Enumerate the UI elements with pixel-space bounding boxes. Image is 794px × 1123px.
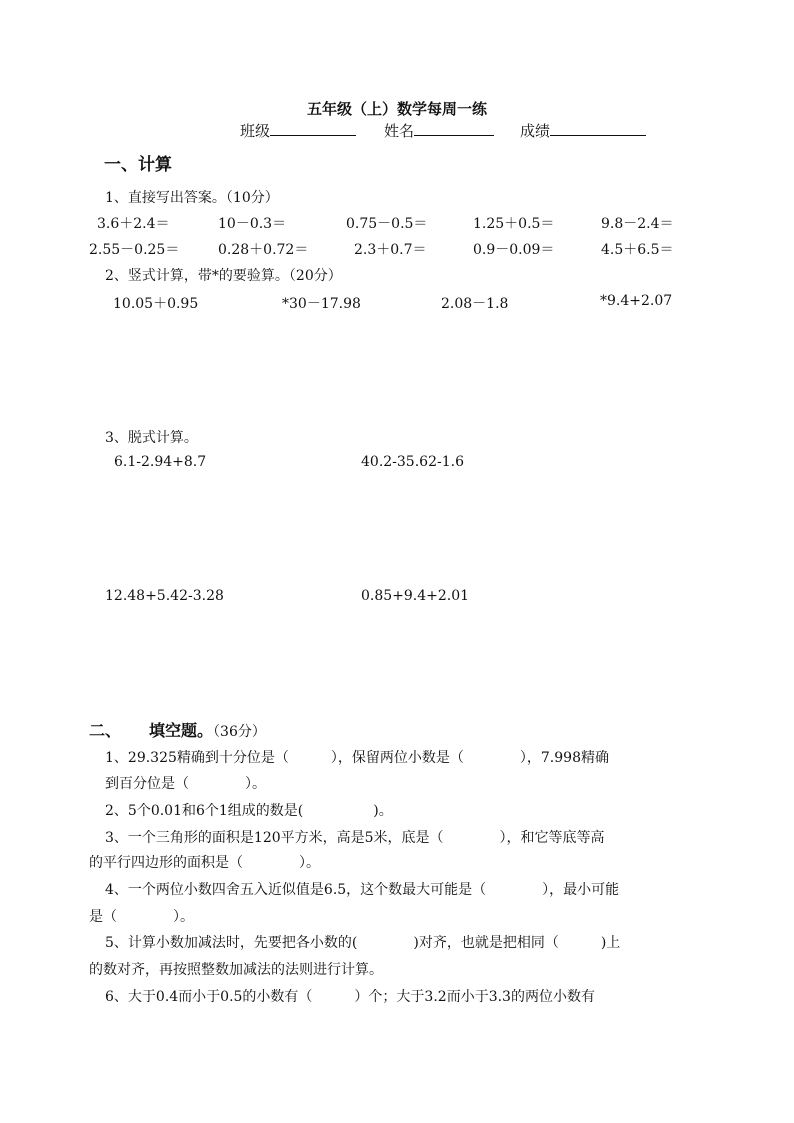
- q1-row2-item: 2.3＋0.7＝: [354, 242, 427, 258]
- fill-line: 2、5个0.01和6个1组成的数是( )。: [105, 803, 393, 819]
- fill-line: 4、一个两位小数四舍五入近似值是6.5，这个数最大可能是（ ），最小可能: [105, 882, 620, 898]
- fill-line: 是（ ）。: [89, 909, 194, 925]
- q3-item: 12.48+5.42-3.28: [105, 588, 224, 604]
- page-title: 五年级（上）数学每周一练: [306, 100, 487, 118]
- q1-row2-item: 2.55－0.25＝: [89, 242, 180, 258]
- fill-line: 5、计算小数加减法时，先要把各小数的( )对齐，也就是把相同（ )上: [105, 935, 621, 951]
- name-blank[interactable]: [414, 121, 494, 136]
- score-label: 成绩: [520, 122, 551, 140]
- q2-label: 2、竖式计算，带*的要验算。（20分）: [105, 268, 342, 284]
- fill-line: 1、29.325精确到十分位是（ ），保留两位小数是（ ），7.998精确: [105, 750, 609, 766]
- q1-row1-item: 10－0.3＝: [218, 216, 287, 232]
- class-field: [240, 120, 356, 141]
- section1-heading: 一、计算: [104, 155, 172, 175]
- name-field: [384, 120, 494, 141]
- fill-line: 的数对齐，再按照整数加减法的法则进行计算。: [89, 962, 383, 978]
- q1-row2-item: 0.9－0.09＝: [473, 242, 555, 258]
- fill-line: 3、一个三角形的面积是120平方米，高是5米，底是（ ），和它等底等高: [105, 830, 605, 846]
- fill-line: 6、大于0.4而小于0.5的小数有（ ）个；大于3.2而小于3.3的两位小数有: [105, 989, 595, 1005]
- q3-label: 3、脱式计算。: [105, 430, 198, 446]
- section2-points: （36分）: [213, 724, 266, 740]
- section2-heading: [89, 718, 266, 741]
- q1-label: 1、直接写出答案。（10分）: [105, 190, 279, 206]
- class-label: 班级: [240, 122, 271, 140]
- q1-row1-item: 0.75－0.5＝: [346, 216, 428, 232]
- fill-line: 到百分位是（ ）。: [105, 776, 266, 792]
- class-blank[interactable]: [270, 121, 356, 136]
- q1-row1-item: 3.6＋2.4＝: [97, 216, 170, 232]
- q2-item: 2.08－1.8: [441, 296, 509, 312]
- q1-row1-item: 1.25＋0.5＝: [473, 216, 555, 232]
- score-field: [520, 120, 646, 141]
- section2-number: 二、: [89, 721, 122, 740]
- q1-row1-item: 9.8－2.4＝: [601, 216, 674, 232]
- q3-item: 40.2-35.62-1.6: [361, 454, 464, 470]
- q1-row2-item: 0.28＋0.72＝: [218, 242, 309, 258]
- q2-item: *9.4+2.07: [600, 293, 673, 309]
- score-blank[interactable]: [550, 121, 646, 136]
- q3-item: 0.85+9.4+2.01: [361, 588, 470, 604]
- fill-line: 的平行四边形的面积是（ ）。: [89, 855, 320, 871]
- q3-item: 6.1-2.94+8.7: [114, 454, 207, 470]
- name-label: 姓名: [384, 122, 415, 140]
- q2-item: *30－17.98: [282, 296, 361, 312]
- q2-item: 10.05＋0.95: [113, 296, 199, 312]
- section2-title: 填空题。: [149, 721, 214, 740]
- q1-row2-item: 4.5＋6.5＝: [601, 242, 674, 258]
